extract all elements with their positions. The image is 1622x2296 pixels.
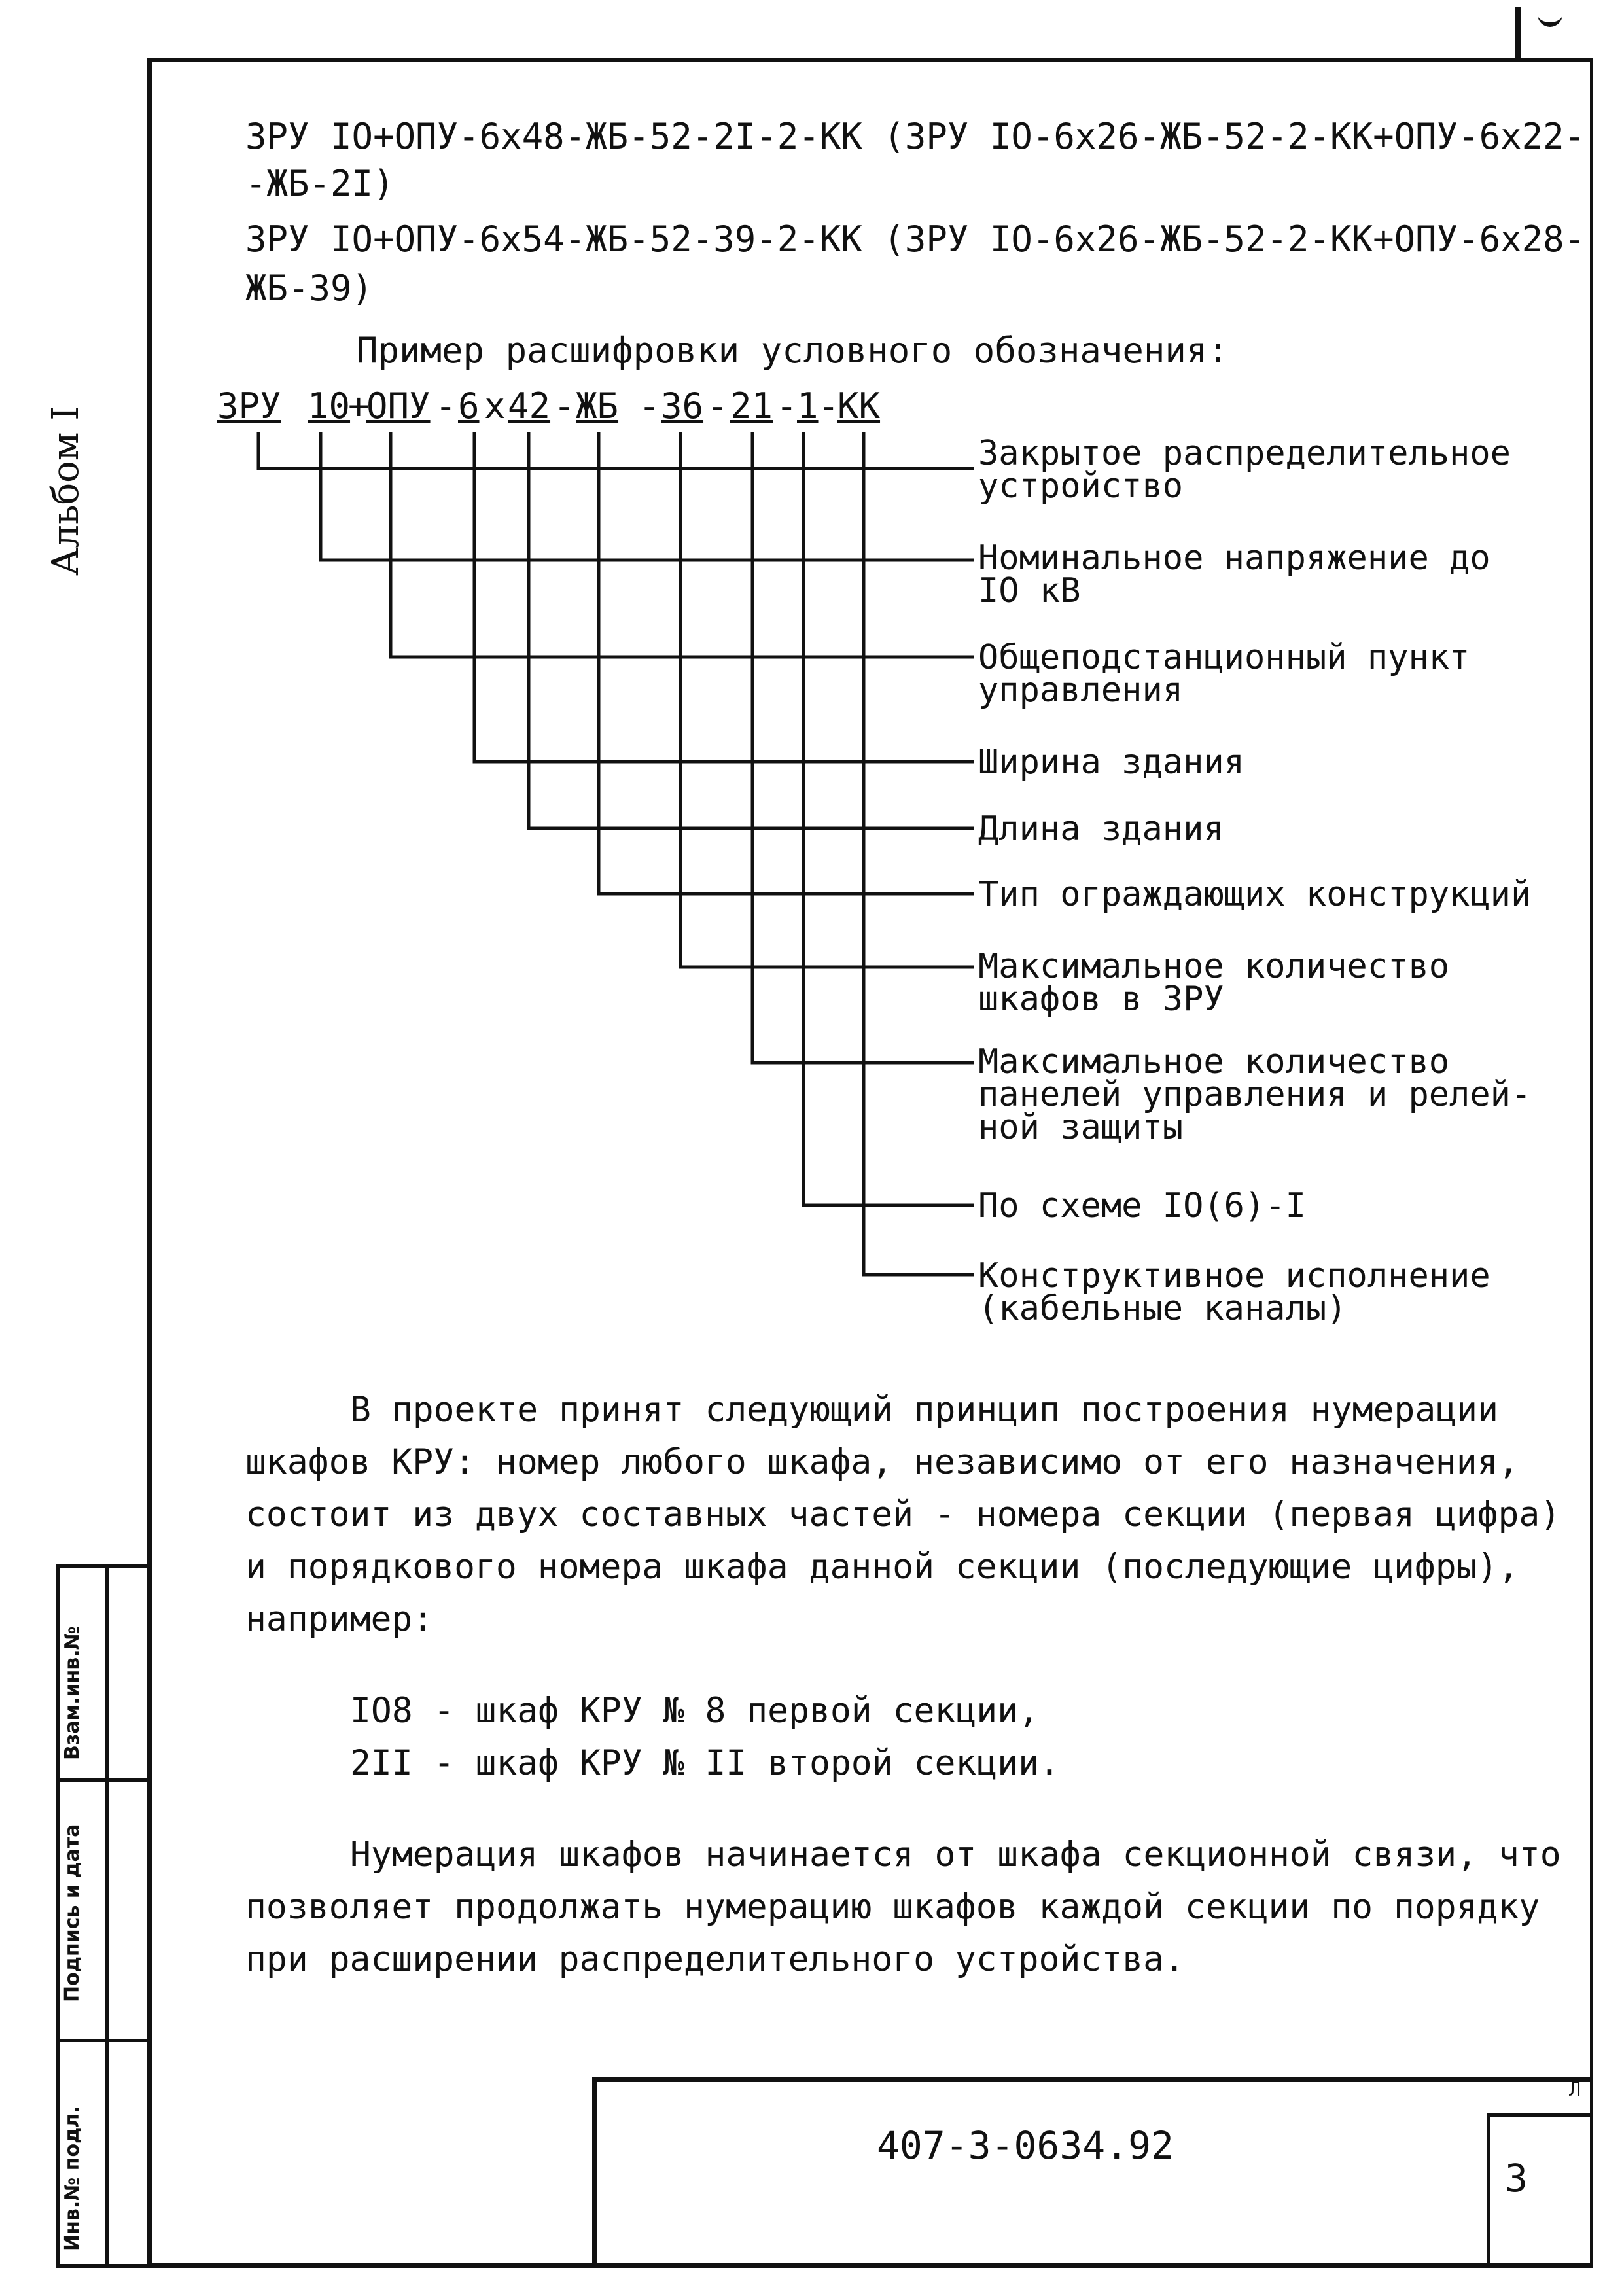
example-title: Пример расшифровки условного обозначения: (357, 330, 1229, 371)
code-part-zru: ЗРУ (217, 385, 281, 427)
leader-7 (680, 432, 974, 967)
legend-6-line-1: Тип ограждающих конструкций (978, 875, 1532, 914)
code-part-plus: + (348, 385, 370, 427)
sheet-number-box (1487, 2113, 1593, 2268)
legend-1-line-2: устройство (978, 467, 1184, 506)
paragraph-1-line-5: например: (245, 1599, 434, 1639)
legend-7-line-1: Максимальное количество (978, 947, 1450, 986)
leader-6 (599, 432, 974, 894)
code-part-opu: ОПУ (366, 385, 431, 427)
leader-2 (321, 432, 974, 560)
code-part-material: ЖБ (576, 385, 619, 427)
legend-10-line-2: (кабельные каналы) (978, 1289, 1347, 1328)
leader-1 (258, 432, 974, 468)
legend-4-line-1: Ширина здания (978, 743, 1244, 782)
title-block (592, 2077, 1593, 2268)
code-part-dash-3: - (639, 385, 660, 427)
example-line-2: 2II - шкаф КРУ № II второй секции. (350, 1743, 1060, 1783)
legend-entry-10 (978, 1256, 1490, 1328)
stamp-divider-1 (60, 1778, 151, 1782)
legend-2-line-1: Номинальное напряжение до (978, 539, 1490, 578)
stamp-divider-2 (60, 2039, 151, 2042)
code-part-dash-5: - (776, 385, 798, 427)
legend-8-line-1: Максимальное количество (978, 1042, 1450, 1082)
legend-5-line-1: Длина здания (978, 809, 1224, 849)
header-line-2: -ЖБ-2I) (245, 163, 395, 204)
legend-entry-7 (978, 947, 1450, 1019)
code-part-dash-2: - (554, 385, 575, 427)
code-part-panels: 21 (730, 385, 773, 427)
paragraph-2-line-2: позволяет продолжать нумерацию шкафов каждой секции по порядку (245, 1887, 1540, 1927)
legend-3-line-1: Общеподстанционный пункт (978, 638, 1470, 677)
leader-10 (864, 432, 974, 1275)
legend-7-line-2: шкафов в ЗРУ (978, 980, 1224, 1019)
legend-entry-9 (978, 1186, 1306, 1226)
leader-4 (474, 432, 974, 762)
legend-2-line-2: IO кВ (978, 571, 1081, 610)
stamp-inv-podl: Инв.№ подл. (61, 2106, 84, 2251)
legend-8-line-2: панелей управления и релей- (978, 1075, 1532, 1114)
legend-3-line-2: управления (978, 671, 1184, 710)
legend-entry-5 (978, 809, 1224, 849)
code-part-width: 6 (458, 385, 480, 427)
document-number: 407-3-0634.92 (877, 2123, 1174, 2168)
legend-entry-8 (978, 1042, 1532, 1147)
sheet-label: Л (1569, 2078, 1581, 2101)
stamp-signature-date: Подпись и дата (61, 1824, 84, 2002)
code-part-design: КК (837, 385, 881, 427)
paragraph-2-line-3: при расширении распределительного устройства. (245, 1939, 1185, 1979)
code-part-dash-6: - (818, 385, 839, 427)
paragraph-1-line-3: состоит из двух составных частей - номера секции (первая цифра) (245, 1494, 1561, 1534)
stamp-divider-vertical (105, 1568, 109, 2268)
paragraph-2-line-1: Нумерация шкафов начинается от шкафа секционной связи, что (350, 1835, 1561, 1875)
legend-8-line-3: ной защиты (978, 1108, 1184, 1147)
legend-entry-2 (978, 539, 1490, 610)
leader-9 (803, 432, 974, 1205)
code-part-x: x (484, 385, 506, 427)
sheet-number: 3 (1505, 2156, 1528, 2200)
paragraph-1-line-4: и порядкового номера шкафа данной секции (последующие цифры), (245, 1547, 1519, 1587)
album-label: Альбом I (44, 406, 87, 576)
header-line-4: ЖБ-39) (245, 268, 374, 309)
paragraph-1-line-2: шкафов КРУ: номер любого шкафа, независимо от его назначения, (245, 1442, 1519, 1482)
header-line-1: ЗРУ IO+OПУ-6x48-ЖБ-52-2I-2-КК (ЗРУ IO-6x26-ЖБ-52-2-КК+ОПУ-6x22- (245, 116, 1586, 157)
code-part-scheme: 1 (797, 385, 819, 427)
legend-entry-6 (978, 875, 1532, 914)
legend-entry-3 (978, 638, 1470, 710)
code-part-voltage: 10 (308, 385, 351, 427)
legend-entry-4 (978, 743, 1244, 782)
paragraph-1-line-1: В проекте принят следующий принцип построения нумерации (350, 1390, 1498, 1430)
code-part-dash-1: - (435, 385, 457, 427)
legend-1-line-1: Закрытое распределительное (978, 434, 1511, 473)
header-line-3: ЗРУ IO+OПУ-6x54-ЖБ-52-39-2-КК (ЗРУ IO-6x26-ЖБ-52-2-КК+ОПУ-6x28- (245, 219, 1586, 260)
code-part-length: 42 (508, 385, 551, 427)
code-part-cabinets: 36 (661, 385, 704, 427)
legend-entry-1 (978, 434, 1511, 506)
legend-9-line-1: По схеме IO(6)-I (978, 1186, 1306, 1226)
legend-10-line-1: Конструктивное исполнение (978, 1256, 1490, 1296)
code-part-dash-4: - (707, 385, 728, 427)
example-line-1: IO8 - шкаф КРУ № 8 первой секции, (350, 1691, 1039, 1731)
stamp-vzam-inv: Взам.инв.№ (61, 1626, 84, 1760)
